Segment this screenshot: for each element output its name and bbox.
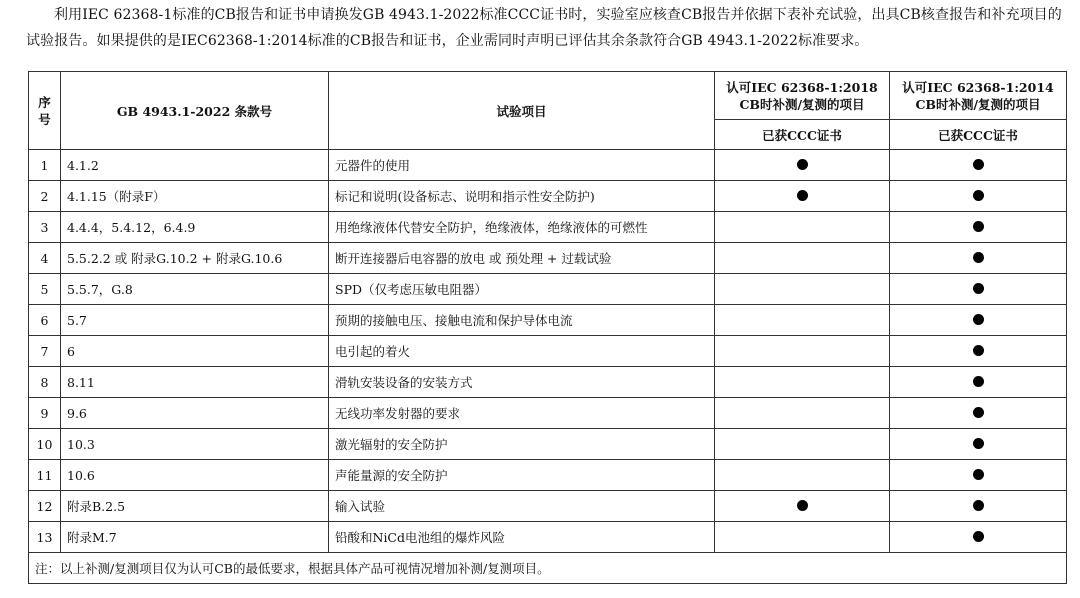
row-mark-2018 [715, 243, 890, 274]
filled-dot-icon [973, 469, 984, 480]
row-number: 10 [29, 429, 61, 460]
row-mark-2014 [890, 212, 1067, 243]
table-row [29, 243, 1067, 274]
table-row [29, 212, 1067, 243]
row-mark-2018 [715, 212, 890, 243]
row-number: 12 [29, 491, 61, 522]
filled-dot-icon [973, 407, 984, 418]
row-clause: 8.11 [61, 367, 329, 398]
table-row [29, 305, 1067, 336]
header-seq [29, 72, 61, 150]
row-mark-2014 [890, 305, 1067, 336]
row-item: 无线功率发射器的要求 [329, 398, 715, 429]
row-mark-2018 [715, 150, 890, 181]
row-mark-2014 [890, 398, 1067, 429]
row-number: 13 [29, 522, 61, 553]
table-row [29, 460, 1067, 491]
table-row [29, 274, 1067, 305]
row-clause: 附录B.2.5 [61, 491, 329, 522]
row-number: 5 [29, 274, 61, 305]
table-row [29, 522, 1067, 553]
row-item: 预期的接触电压、接触电流和保护导体电流 [329, 305, 715, 336]
table-row [29, 336, 1067, 367]
row-clause: 9.6 [61, 398, 329, 429]
row-clause: 4.4.4，5.4.12，6.4.9 [61, 212, 329, 243]
row-item: 声能量源的安全防护 [329, 460, 715, 491]
header-seq-label: 序号 [38, 94, 51, 127]
row-mark-2018 [715, 305, 890, 336]
table-note: 注：以上补测/复测项目仅为认可CB的最低要求，根据具体产品可视情况增加补测/复测项目。 [29, 553, 1067, 584]
row-clause: 4.1.15（附录F） [61, 181, 329, 212]
header-item: 试验项目 [329, 72, 715, 150]
row-item: 滑轨安装设备的安装方式 [329, 367, 715, 398]
row-number: 9 [29, 398, 61, 429]
row-mark-2014 [890, 150, 1067, 181]
row-number: 4 [29, 243, 61, 274]
row-item: 标记和说明(设备标志、说明和指示性安全防护) [329, 181, 715, 212]
table-row [29, 367, 1067, 398]
row-item: 元器件的使用 [329, 150, 715, 181]
table-row [29, 181, 1067, 212]
subheader-2018: 已获CCC证书 [715, 120, 890, 150]
row-mark-2018 [715, 398, 890, 429]
row-mark-2014 [890, 522, 1067, 553]
filled-dot-icon [973, 500, 984, 511]
row-item: 输入试验 [329, 491, 715, 522]
row-number: 11 [29, 460, 61, 491]
row-mark-2018 [715, 491, 890, 522]
row-mark-2018 [715, 367, 890, 398]
row-number: 1 [29, 150, 61, 181]
row-number: 3 [29, 212, 61, 243]
header-clause: GB 4943.1-2022 条款号 [61, 72, 329, 150]
filled-dot-icon [797, 500, 808, 511]
row-mark-2014 [890, 491, 1067, 522]
filled-dot-icon [973, 376, 984, 387]
row-mark-2014 [890, 243, 1067, 274]
row-mark-2014 [890, 181, 1067, 212]
row-number: 7 [29, 336, 61, 367]
filled-dot-icon [797, 190, 808, 201]
filled-dot-icon [973, 190, 984, 201]
table-row [29, 398, 1067, 429]
row-clause: 附录M.7 [61, 522, 329, 553]
row-mark-2018 [715, 336, 890, 367]
row-clause: 5.7 [61, 305, 329, 336]
row-mark-2014 [890, 460, 1067, 491]
row-clause: 10.3 [61, 429, 329, 460]
row-clause: 5.5.2.2 或 附录G.10.2 + 附录G.10.6 [61, 243, 329, 274]
row-mark-2018 [715, 274, 890, 305]
subheader-2014: 已获CCC证书 [890, 120, 1067, 150]
row-mark-2014 [890, 336, 1067, 367]
row-mark-2018 [715, 522, 890, 553]
filled-dot-icon [973, 283, 984, 294]
row-item: SPD（仅考虑压敏电阻器） [329, 274, 715, 305]
row-number: 6 [29, 305, 61, 336]
row-mark-2014 [890, 429, 1067, 460]
supplementary-test-table [28, 71, 1067, 584]
table-body [29, 150, 1067, 553]
row-mark-2018 [715, 181, 890, 212]
filled-dot-icon [973, 438, 984, 449]
table-row [29, 491, 1067, 522]
row-item: 电引起的着火 [329, 336, 715, 367]
filled-dot-icon [973, 345, 984, 356]
filled-dot-icon [973, 159, 984, 170]
row-clause: 10.6 [61, 460, 329, 491]
row-item: 用绝缘液体代替安全防护，绝缘液体，绝缘液体的可燃性 [329, 212, 715, 243]
row-item: 激光辐射的安全防护 [329, 429, 715, 460]
row-clause: 6 [61, 336, 329, 367]
filled-dot-icon [973, 221, 984, 232]
row-clause: 4.1.2 [61, 150, 329, 181]
filled-dot-icon [973, 531, 984, 542]
table-row [29, 429, 1067, 460]
filled-dot-icon [973, 252, 984, 263]
row-number: 2 [29, 181, 61, 212]
row-mark-2014 [890, 274, 1067, 305]
row-mark-2014 [890, 367, 1067, 398]
row-number: 8 [29, 367, 61, 398]
filled-dot-icon [973, 314, 984, 325]
row-clause: 5.5.7，G.8 [61, 274, 329, 305]
row-mark-2018 [715, 460, 890, 491]
header-2018: 认可IEC 62368-1:2018 CB时补测/复测的项目 [715, 72, 890, 120]
table-row [29, 150, 1067, 181]
row-mark-2018 [715, 429, 890, 460]
header-2014: 认可IEC 62368-1:2014 CB时补测/复测的项目 [890, 72, 1067, 120]
row-item: 断开连接器后电容器的放电 或 预处理 + 过载试验 [329, 243, 715, 274]
intro-paragraph: 利用IEC 62368-1标准的CB报告和证书申请换发GB 4943.1-2022标准CCC证书时，实验室应核查CB报告并依据下表补充试验，出具CB核查报告和补充项目的试验报告。如果提供的是IEC62368-1:2014标准的CB报告和证书，企业需同时声明已评估其余条款符合GB 4943.1-2022标准要求。 [26, 7, 1062, 49]
filled-dot-icon [797, 159, 808, 170]
row-item: 铅酸和NiCd电池组的爆炸风险 [329, 522, 715, 553]
